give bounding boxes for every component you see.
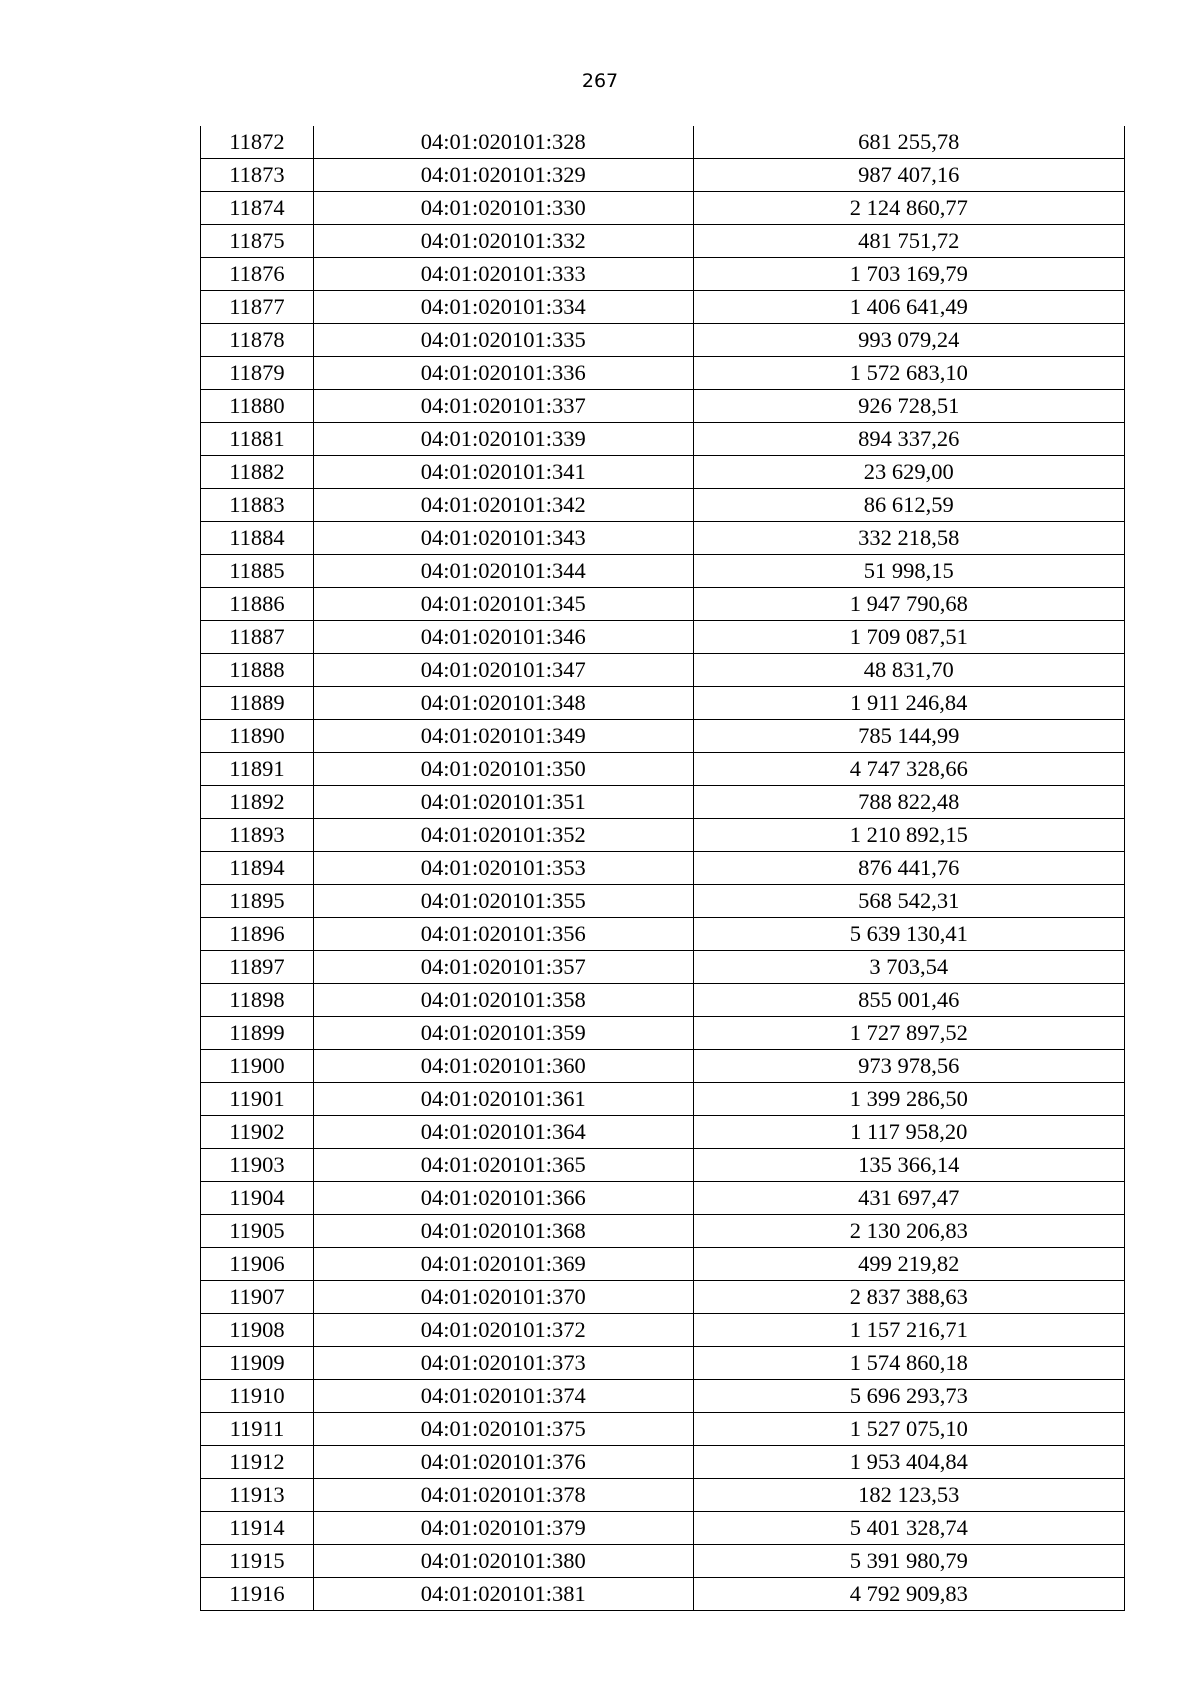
table-row	[201, 1347, 1125, 1380]
cadastral-number-cell: 04:01:020101:369	[313, 1248, 693, 1281]
table-row	[201, 1215, 1125, 1248]
cadastral-value-cell: 855 001,46	[693, 984, 1124, 1017]
row-number-cell: 11894	[201, 852, 314, 885]
cadastral-number-cell: 04:01:020101:361	[313, 1083, 693, 1116]
table-row	[201, 1017, 1125, 1050]
cadastral-number-cell: 04:01:020101:375	[313, 1413, 693, 1446]
row-number-cell: 11908	[201, 1314, 314, 1347]
cadastral-number-cell: 04:01:020101:381	[313, 1578, 693, 1611]
row-number-cell: 11905	[201, 1215, 314, 1248]
cadastral-number-cell: 04:01:020101:380	[313, 1545, 693, 1578]
cadastral-value-cell: 1 527 075,10	[693, 1413, 1124, 1446]
row-number-cell: 11878	[201, 324, 314, 357]
cadastral-value-cell: 681 255,78	[693, 126, 1124, 159]
page-number: 267	[581, 70, 619, 92]
row-number-cell: 11899	[201, 1017, 314, 1050]
table-row	[201, 852, 1125, 885]
table-row	[201, 753, 1125, 786]
row-number-cell: 11914	[201, 1512, 314, 1545]
cadastral-value-cell: 1 406 641,49	[693, 291, 1124, 324]
table-row	[201, 291, 1125, 324]
row-number-cell: 11904	[201, 1182, 314, 1215]
cadastral-value-cell: 3 703,54	[693, 951, 1124, 984]
row-number-cell: 11883	[201, 489, 314, 522]
table-row	[201, 654, 1125, 687]
cadastral-number-cell: 04:01:020101:330	[313, 192, 693, 225]
cadastral-value-cell: 481 751,72	[693, 225, 1124, 258]
table-row	[201, 390, 1125, 423]
table-row	[201, 1380, 1125, 1413]
table-row	[201, 489, 1125, 522]
table-row	[201, 225, 1125, 258]
cadastral-value-cell: 894 337,26	[693, 423, 1124, 456]
row-number-cell: 11879	[201, 357, 314, 390]
cadastral-number-cell: 04:01:020101:349	[313, 720, 693, 753]
cadastral-value-cell: 1 157 216,71	[693, 1314, 1124, 1347]
row-number-cell: 11892	[201, 786, 314, 819]
cadastral-value-cell: 788 822,48	[693, 786, 1124, 819]
table-row	[201, 984, 1125, 1017]
row-number-cell: 11903	[201, 1149, 314, 1182]
cadastral-number-cell: 04:01:020101:347	[313, 654, 693, 687]
cadastral-value-cell: 5 696 293,73	[693, 1380, 1124, 1413]
cadastral-number-cell: 04:01:020101:350	[313, 753, 693, 786]
table-row	[201, 423, 1125, 456]
table-row	[201, 885, 1125, 918]
cadastral-number-cell: 04:01:020101:335	[313, 324, 693, 357]
row-number-cell: 11886	[201, 588, 314, 621]
cadastral-number-cell: 04:01:020101:342	[313, 489, 693, 522]
cadastral-number-cell: 04:01:020101:368	[313, 1215, 693, 1248]
cadastral-value-cell: 1 947 790,68	[693, 588, 1124, 621]
table-row	[201, 1578, 1125, 1611]
cadastral-value-cell: 431 697,47	[693, 1182, 1124, 1215]
table-row	[201, 324, 1125, 357]
cadastral-number-cell: 04:01:020101:372	[313, 1314, 693, 1347]
table-row	[201, 1281, 1125, 1314]
row-number-cell: 11882	[201, 456, 314, 489]
cadastral-number-cell: 04:01:020101:345	[313, 588, 693, 621]
cadastral-number-cell: 04:01:020101:339	[313, 423, 693, 456]
cadastral-number-cell: 04:01:020101:329	[313, 159, 693, 192]
row-number-cell: 11884	[201, 522, 314, 555]
cadastral-number-cell: 04:01:020101:341	[313, 456, 693, 489]
cadastral-value-cell: 1 117 958,20	[693, 1116, 1124, 1149]
row-number-cell: 11907	[201, 1281, 314, 1314]
row-number-cell: 11901	[201, 1083, 314, 1116]
table-row	[201, 819, 1125, 852]
row-number-cell: 11912	[201, 1446, 314, 1479]
table-row	[201, 918, 1125, 951]
row-number-cell: 11875	[201, 225, 314, 258]
table-row	[201, 786, 1125, 819]
table-row	[201, 1050, 1125, 1083]
table-row	[201, 588, 1125, 621]
cadastral-number-cell: 04:01:020101:356	[313, 918, 693, 951]
cadastral-number-cell: 04:01:020101:379	[313, 1512, 693, 1545]
cadastral-value-cell: 1 727 897,52	[693, 1017, 1124, 1050]
row-number-cell: 11897	[201, 951, 314, 984]
table-row	[201, 1512, 1125, 1545]
table-row	[201, 1545, 1125, 1578]
cadastral-value-cell: 48 831,70	[693, 654, 1124, 687]
table-row	[201, 951, 1125, 984]
table-row	[201, 126, 1125, 159]
cadastral-number-cell: 04:01:020101:346	[313, 621, 693, 654]
table-row	[201, 456, 1125, 489]
row-number-cell: 11887	[201, 621, 314, 654]
cadastral-value-cell: 993 079,24	[693, 324, 1124, 357]
row-number-cell: 11873	[201, 159, 314, 192]
cadastral-number-cell: 04:01:020101:344	[313, 555, 693, 588]
cadastral-value-cell: 876 441,76	[693, 852, 1124, 885]
table-row	[201, 1116, 1125, 1149]
cadastral-value-cell: 1 210 892,15	[693, 819, 1124, 852]
cadastral-value-cell: 5 391 980,79	[693, 1545, 1124, 1578]
table-row	[201, 1083, 1125, 1116]
table-row	[201, 1479, 1125, 1512]
cadastral-value-cell: 499 219,82	[693, 1248, 1124, 1281]
cadastral-number-cell: 04:01:020101:332	[313, 225, 693, 258]
cadastral-value-cell: 568 542,31	[693, 885, 1124, 918]
row-number-cell: 11889	[201, 687, 314, 720]
cadastral-value-cell: 2 837 388,63	[693, 1281, 1124, 1314]
row-number-cell: 11888	[201, 654, 314, 687]
row-number-cell: 11916	[201, 1578, 314, 1611]
cadastral-value-cell: 1 399 286,50	[693, 1083, 1124, 1116]
cadastral-number-cell: 04:01:020101:343	[313, 522, 693, 555]
row-number-cell: 11902	[201, 1116, 314, 1149]
row-number-cell: 11872	[201, 126, 314, 159]
row-number-cell: 11915	[201, 1545, 314, 1578]
row-number-cell: 11909	[201, 1347, 314, 1380]
cadastral-number-cell: 04:01:020101:337	[313, 390, 693, 423]
row-number-cell: 11874	[201, 192, 314, 225]
cadastral-value-cell: 23 629,00	[693, 456, 1124, 489]
row-number-cell: 11876	[201, 258, 314, 291]
row-number-cell: 11890	[201, 720, 314, 753]
cadastral-value-cell: 973 978,56	[693, 1050, 1124, 1083]
cadastral-number-cell: 04:01:020101:348	[313, 687, 693, 720]
cadastral-number-cell: 04:01:020101:378	[313, 1479, 693, 1512]
cadastral-value-cell: 926 728,51	[693, 390, 1124, 423]
table-row	[201, 1446, 1125, 1479]
cadastral-value-cell: 4 747 328,66	[693, 753, 1124, 786]
cadastral-number-cell: 04:01:020101:334	[313, 291, 693, 324]
cadastral-value-cell: 182 123,53	[693, 1479, 1124, 1512]
cadastral-value-cell: 51 998,15	[693, 555, 1124, 588]
cadastral-number-cell: 04:01:020101:376	[313, 1446, 693, 1479]
row-number-cell: 11900	[201, 1050, 314, 1083]
cadastral-value-cell: 2 124 860,77	[693, 192, 1124, 225]
cadastral-number-cell: 04:01:020101:351	[313, 786, 693, 819]
cadastral-number-cell: 04:01:020101:374	[313, 1380, 693, 1413]
cadastral-number-cell: 04:01:020101:328	[313, 126, 693, 159]
row-number-cell: 11913	[201, 1479, 314, 1512]
row-number-cell: 11893	[201, 819, 314, 852]
cadastral-number-cell: 04:01:020101:366	[313, 1182, 693, 1215]
table-row	[201, 159, 1125, 192]
cadastral-number-cell: 04:01:020101:353	[313, 852, 693, 885]
cadastral-value-cell: 4 792 909,83	[693, 1578, 1124, 1611]
cadastral-value-cell: 2 130 206,83	[693, 1215, 1124, 1248]
table-row	[201, 522, 1125, 555]
row-number-cell: 11880	[201, 390, 314, 423]
cadastral-value-cell: 5 401 328,74	[693, 1512, 1124, 1545]
table-row	[201, 258, 1125, 291]
cadastral-value-cell: 5 639 130,41	[693, 918, 1124, 951]
table-body	[201, 126, 1125, 1611]
cadastral-value-cell: 1 911 246,84	[693, 687, 1124, 720]
cadastral-value-cell: 1 703 169,79	[693, 258, 1124, 291]
cadastral-value-cell: 135 366,14	[693, 1149, 1124, 1182]
cadastral-value-cell: 785 144,99	[693, 720, 1124, 753]
table-row	[201, 357, 1125, 390]
cadastral-value-table	[200, 126, 1125, 1611]
table-row	[201, 1413, 1125, 1446]
row-number-cell: 11881	[201, 423, 314, 456]
cadastral-value-cell: 332 218,58	[693, 522, 1124, 555]
table-row	[201, 1149, 1125, 1182]
cadastral-number-cell: 04:01:020101:365	[313, 1149, 693, 1182]
row-number-cell: 11910	[201, 1380, 314, 1413]
cadastral-number-cell: 04:01:020101:336	[313, 357, 693, 390]
table-row	[201, 720, 1125, 753]
table-row	[201, 192, 1125, 225]
cadastral-number-cell: 04:01:020101:373	[313, 1347, 693, 1380]
row-number-cell: 11906	[201, 1248, 314, 1281]
cadastral-number-cell: 04:01:020101:357	[313, 951, 693, 984]
row-number-cell: 11911	[201, 1413, 314, 1446]
cadastral-number-cell: 04:01:020101:360	[313, 1050, 693, 1083]
cadastral-value-cell: 1 709 087,51	[693, 621, 1124, 654]
table-row	[201, 621, 1125, 654]
cadastral-value-cell: 1 574 860,18	[693, 1347, 1124, 1380]
table-row	[201, 687, 1125, 720]
cadastral-number-cell: 04:01:020101:359	[313, 1017, 693, 1050]
cadastral-value-cell: 1 572 683,10	[693, 357, 1124, 390]
cadastral-number-cell: 04:01:020101:370	[313, 1281, 693, 1314]
row-number-cell: 11891	[201, 753, 314, 786]
cadastral-value-cell: 1 953 404,84	[693, 1446, 1124, 1479]
row-number-cell: 11896	[201, 918, 314, 951]
cadastral-number-cell: 04:01:020101:358	[313, 984, 693, 1017]
row-number-cell: 11898	[201, 984, 314, 1017]
row-number-cell: 11895	[201, 885, 314, 918]
row-number-cell: 11885	[201, 555, 314, 588]
cadastral-value-cell: 86 612,59	[693, 489, 1124, 522]
table-row	[201, 555, 1125, 588]
cadastral-number-cell: 04:01:020101:364	[313, 1116, 693, 1149]
cadastral-value-cell: 987 407,16	[693, 159, 1124, 192]
table-row	[201, 1248, 1125, 1281]
cadastral-number-cell: 04:01:020101:352	[313, 819, 693, 852]
table-row	[201, 1314, 1125, 1347]
cadastral-number-cell: 04:01:020101:333	[313, 258, 693, 291]
cadastral-number-cell: 04:01:020101:355	[313, 885, 693, 918]
row-number-cell: 11877	[201, 291, 314, 324]
table-row	[201, 1182, 1125, 1215]
